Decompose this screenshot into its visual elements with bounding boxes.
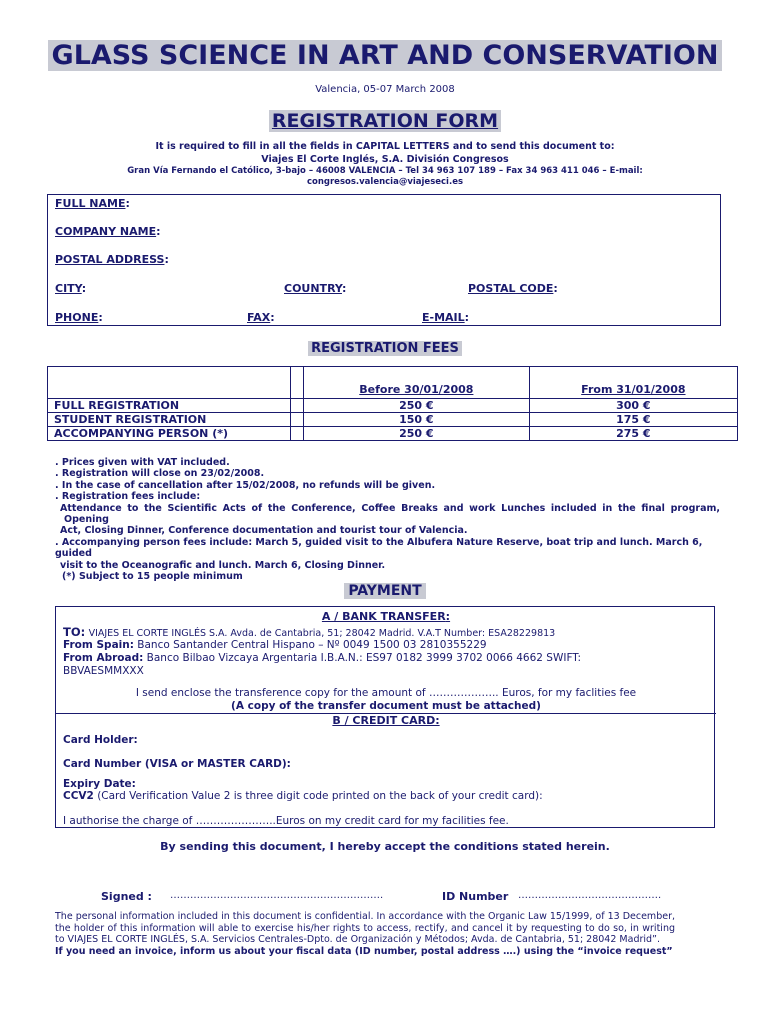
fees-spacer [291, 413, 304, 427]
fees-before-value: 250 € [304, 427, 530, 441]
signed-label: Signed : [101, 890, 152, 903]
fees-row-label: FULL REGISTRATION [48, 399, 291, 413]
intro-address: Gran Vía Fernando el Católico, 3-bajo – 46008 VALENCIA – Tel 34 963 107 189 – Fax 34 963 411 046 – E-mail: [127, 166, 643, 176]
note-line: . Accompanying person fees include: March 5, guided visit to the Albufera Nature Reserve, boat trip and lunch. March 6, guided [55, 536, 703, 560]
city-field[interactable]: CITY: [55, 282, 87, 295]
note-line: (*) Subject to 15 people minimum [62, 571, 243, 583]
intro-block [0, 140, 770, 188]
note-line: . In the case of cancellation after 15/02/2008, no refunds will be given. [55, 479, 436, 491]
fees-row-label: ACCOMPANYING PERSON (*) [48, 427, 291, 441]
page-title-wrap [0, 40, 770, 71]
note-line: visit to the Oceanografic and lunch. March 6, Closing Dinner. [60, 559, 386, 571]
note-line: Act, Closing Dinner, Conference documentation and tourist tour of Valencia. [60, 525, 468, 537]
fees-before-value: 150 € [304, 413, 530, 427]
expiry-date-field[interactable]: Expiry Date: [63, 778, 136, 790]
fees-after-value: 275 € [529, 427, 737, 441]
country-field[interactable]: COUNTRY: [284, 282, 347, 295]
signature-line[interactable]: ………………………………………………………. [170, 890, 384, 901]
payment-box [55, 606, 715, 828]
note-line: Attendance to the Scientific Acts of the Conference, Coffee Breaks and work Lunches included in the final program, Opening [60, 502, 720, 526]
intro-line: Viajes El Corte Inglés, S.A. División Congresos [261, 154, 509, 165]
postal-code-field[interactable]: POSTAL CODE: [468, 282, 558, 295]
swift-code: BBVAESMMXXX [63, 665, 144, 677]
fees-after-value: 300 € [529, 399, 737, 413]
form-title-wrap [0, 110, 770, 132]
fees-empty-cell [291, 367, 304, 399]
fees-before-value: 250 € [304, 399, 530, 413]
card-number-field[interactable]: Card Number (VISA or MASTER CARD): [63, 758, 291, 770]
privacy-notice [55, 911, 675, 957]
id-number-line[interactable]: ……………………………………. [518, 890, 662, 901]
note-line: . Prices given with VAT included. [55, 457, 230, 468]
fees-spacer [291, 399, 304, 413]
fees-notes [55, 457, 720, 582]
fees-header-row [48, 367, 738, 399]
accept-conditions: By sending this document, I hereby accept the conditions stated herein. [160, 840, 610, 853]
fees-row [48, 427, 738, 441]
fees-title: REGISTRATION FEES [308, 341, 462, 356]
fees-title-wrap [0, 337, 770, 356]
privacy-text: The personal information included in this document is confidential. In accordance with the Organic Law 15/1999, of 13 December, the holder of this information will able to exercise his/her rights to access, rectify, and cancel it by requesting to do so, in writing to VIAJES EL CORTE INGLÉS, S.A. Servicios Centrales-Dpto. de Organización y Métodos; Avda. de Cantabria, 51; 28042 Madrid”. [55, 911, 675, 945]
intro-email: congresos.valencia@viajeseci.es [306, 177, 464, 187]
attach-notice: (A copy of the transfer document must be attached) [231, 700, 541, 712]
fees-row-label: STUDENT REGISTRATION [48, 413, 291, 427]
event-date: Valencia, 05-07 March 2008 [315, 84, 455, 95]
ccv-field[interactable]: CCV2 (Card Verification Value 2 is three digit code printed on the back of your credit card): [63, 790, 543, 802]
company-name-field[interactable]: COMPANY NAME: [55, 225, 161, 238]
note-line: . Registration will close on 23/02/2008. [55, 468, 265, 480]
bank-transfer-heading: A / BANK TRANSFER: [321, 610, 451, 623]
bank-spain-line: From Spain: Banco Santander Central Hispano – Nº 0049 1500 03 2810355229 [63, 639, 487, 651]
page-title: GLASS SCIENCE IN ART AND CONSERVATION [48, 40, 723, 71]
bank-to-line: TO: VIAJES EL CORTE INGLÉS S.A. Avda. de Cantabria, 51; 28042 Madrid. V.A.T Number: ESA28229813 [63, 625, 556, 639]
fees-table [47, 366, 738, 441]
fees-after-value: 175 € [529, 413, 737, 427]
invoice-note: If you need an invoice, inform us about your fiscal data (ID number, postal address ….) using the “invoice request” [55, 945, 673, 957]
fees-spacer [291, 427, 304, 441]
fees-col-before: Before 30/01/2008 [304, 367, 530, 399]
transfer-amount-line[interactable]: I send enclose the transference copy for the amount of ……………….. Euros, for my faclities fee [135, 687, 637, 699]
fees-empty-cell [48, 367, 291, 399]
payment-title-wrap [0, 580, 770, 599]
card-holder-field[interactable]: Card Holder: [63, 734, 138, 746]
note-line: . Registration fees include: [55, 491, 201, 503]
personal-data-box [47, 194, 721, 326]
phone-field[interactable]: PHONE: [55, 311, 103, 324]
fees-row [48, 399, 738, 413]
email-field[interactable]: E-MAIL: [422, 311, 470, 324]
intro-line: It is required to fill in all the fields in CAPITAL LETTERS and to send this document to: [155, 141, 615, 152]
id-number-label: ID Number [442, 890, 509, 903]
credit-card-heading: B / CREDIT CARD: [332, 714, 440, 727]
bank-abroad-line: From Abroad: Banco Bilbao Vizcaya Argentaria I.B.A.N.: ES97 0182 3999 3702 0066 4662 SWIFT: [63, 652, 582, 664]
fees-col-from: From 31/01/2008 [529, 367, 737, 399]
postal-address-field[interactable]: POSTAL ADDRESS: [55, 253, 169, 266]
authorise-charge-line[interactable]: I authorise the charge of …………………..Euros on my credit card for my facilities fee. [63, 815, 509, 827]
payment-title: PAYMENT [344, 583, 425, 599]
full-name-field[interactable]: FULL NAME: [55, 197, 130, 210]
fax-field[interactable]: FAX: [247, 311, 275, 324]
form-title: REGISTRATION FORM [269, 110, 501, 132]
fees-row [48, 413, 738, 427]
